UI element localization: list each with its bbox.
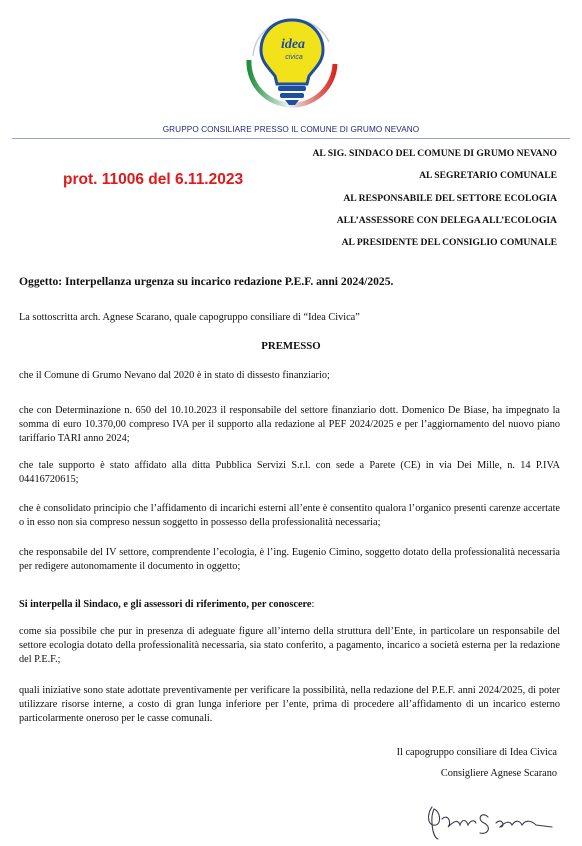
question-item: come sia possibile che pur in presenza di adeguate figure all’interno della struttura dell’Ente, in particolare un responsabile del settore ecologia dotato della professionalità necessaria, sia stato conferito, a pagamento, incarico a società esterna per la redazione del P.E.F.; xyxy=(19,626,560,665)
question-item: quali iniziative sono state adottate preventivamente per verificare la possibilità, nella redazione del P.E.F. anni 2024/2025, di poter utilizzare risorse interne, a costo di gran lunga inferiore per l’ente, prima di procedere all’affidamento di un incarico esterno particolarmente oneroso per le casse comunali. xyxy=(19,685,560,724)
logo-subtext: civica xyxy=(285,54,303,61)
protocol-number: prot. 11006 del 6.11.2023 xyxy=(63,171,244,188)
premesso-item: che il Comune di Grumo Nevano dal 2020 è in stato di dissesto finanziario; xyxy=(19,370,330,381)
recipient-line: AL SEGRETARIO COMUNALE xyxy=(419,170,557,182)
subject-line: Oggetto: Interpellanza urgenza su incarico redazione P.E.F. anni 2024/2025. xyxy=(19,275,394,288)
recipient-line: ALL’ASSESSORE CON DELEGA ALL’ECOLOGIA xyxy=(336,214,557,226)
interpella-heading xyxy=(19,598,560,612)
premesso-item: che con Determinazione n. 650 del 10.10.2023 il responsabile del settore finanziario dott. Domenico De Biase, ha impegnato la somma di euro 10.370,00 compreso IVA per il supporto alla redazione al PEF 2024/2025 e per l’aggiornamento del nuovo piano tariffario TARI anno 2024; xyxy=(19,405,560,444)
premesso-item: che tale supporto è stato affidato alla ditta Pubblica Servizi S.r.l. con sede a Parete (CE) in via Dei Mille, n. 14 P.IVA 04416720615; xyxy=(19,460,560,485)
logo-text: idea xyxy=(280,37,306,52)
interpella-colon: : xyxy=(311,599,315,610)
lightbulb-logo-icon xyxy=(243,12,341,112)
handwritten-signature-icon xyxy=(418,797,558,841)
premesso-item: che responsabile del IV settore, comprendente l’ecologia, è l’ing. Eugenio Cimino, soggetto dotato della professionalità necessaria per redigere autonomamente il documento in oggetto; xyxy=(19,547,560,572)
header-divider xyxy=(12,138,570,139)
recipients-list xyxy=(313,143,558,254)
interpella-bold: Si interpella il Sindaco, e gli assessori di riferimento, per conoscere xyxy=(19,599,312,610)
premesso-item: che è consolidato principio che l’affidamento di incarichi esterni all’ente è consentito qualora l’organico presenti carenze accertate o in esso non sia compreso nessun soggetto in possesso della professionalità necessaria; xyxy=(19,503,560,528)
recipient-line: AL SIG. SINDACO DEL COMUNE DI GRUMO NEVANO xyxy=(312,148,557,159)
group-header: GRUPPO CONSILIARE PRESSO IL COMUNE DI GRUMO NEVANO xyxy=(162,125,420,134)
intro-paragraph: La sottoscritta arch. Agnese Scarano, quale capogruppo consiliare di “Idea Civica” xyxy=(19,312,360,323)
premesso-heading: PREMESSO xyxy=(261,340,321,352)
recipient-line: AL PRESIDENTE DEL CONSIGLIO COMUNALE xyxy=(341,237,557,249)
recipient-line: AL RESPONSABILE DEL SETTORE ECOLOGIA xyxy=(343,192,557,204)
signoff-name: Consigliere Agnese Scarano xyxy=(440,768,557,779)
signoff-role: Il capogruppo consiliare di Idea Civica xyxy=(396,747,557,758)
